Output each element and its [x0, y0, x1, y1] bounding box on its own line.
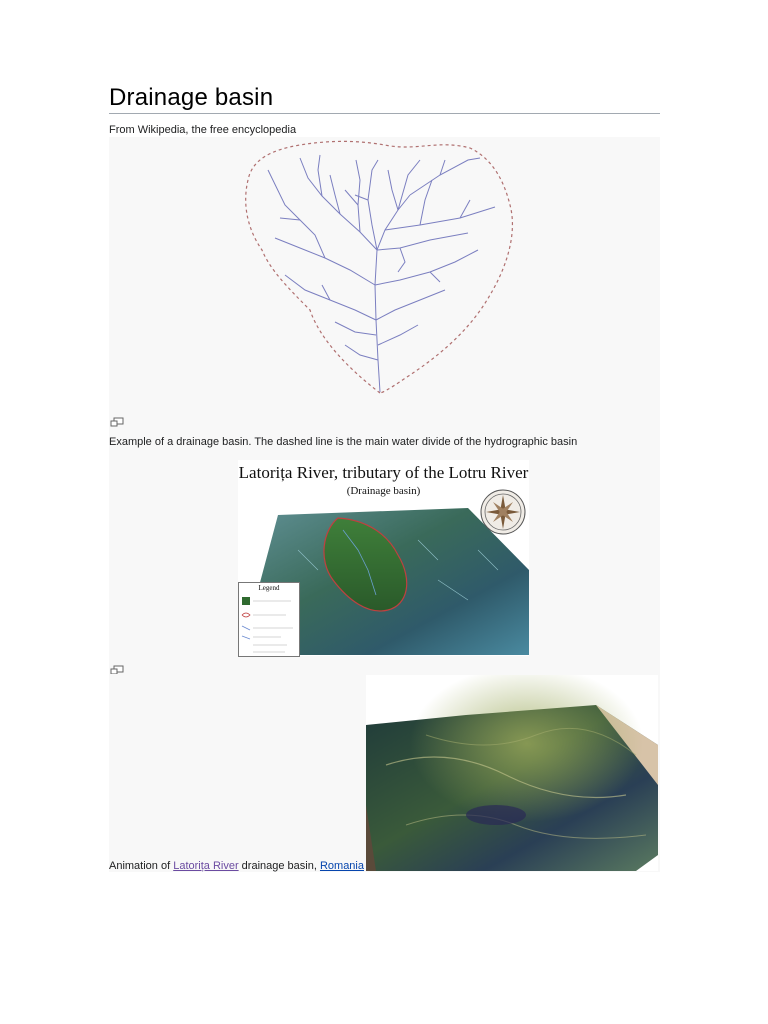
caption-middle: drainage basin, [238, 860, 320, 872]
water-divide-outline [246, 141, 513, 393]
site-tagline: From Wikipedia, the free encyclopedia [109, 124, 297, 136]
latorita-map-subtitle: (Drainage basin) [346, 485, 421, 497]
romania-link[interactable]: Romania [319, 860, 364, 872]
compass-rose-icon [481, 490, 525, 534]
caption-prefix: Animation of [109, 860, 174, 872]
map-legend [238, 582, 300, 657]
latorita-animation-image[interactable] [366, 675, 658, 871]
latorita-map-image[interactable] [238, 460, 529, 656]
title-divider [109, 113, 660, 114]
legend-title: Legend [258, 584, 280, 592]
figure-caption-animation [109, 860, 364, 872]
latorita-map-title: Latorița River, tributary of the Lotru River [238, 463, 529, 482]
figure-caption-basin: Example of a drainage basin. The dashed line is the main water divide of the hydrographic basin [109, 436, 578, 448]
drainage-basin-diagram[interactable] [109, 137, 660, 417]
magnify-icon[interactable] [110, 417, 124, 427]
latorita-river-link[interactable]: Latorița River [173, 860, 239, 872]
page-title: Drainage basin [109, 84, 274, 111]
